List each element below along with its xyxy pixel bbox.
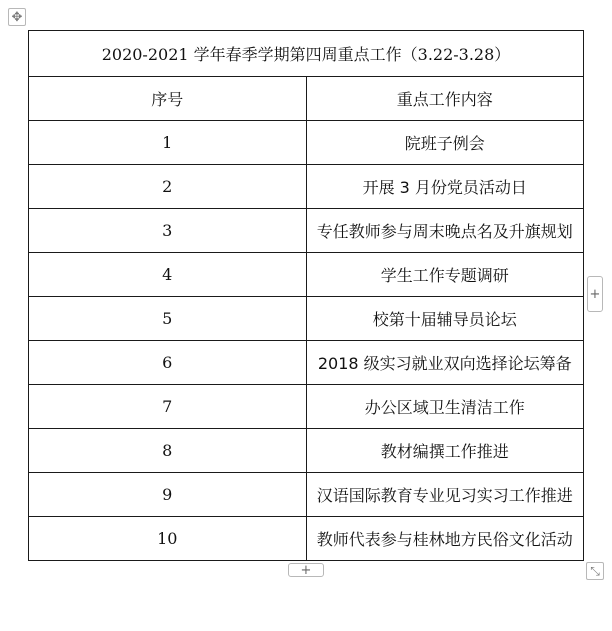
table-move-handle[interactable]	[8, 8, 26, 26]
row-content: 专任教师参与周末晚点名及升旗规划	[306, 209, 584, 253]
row-number: 10	[29, 517, 307, 561]
row-number: 1	[29, 121, 307, 165]
table-row	[29, 385, 584, 429]
table-row	[29, 209, 584, 253]
row-number: 5	[29, 297, 307, 341]
row-number: 3	[29, 209, 307, 253]
row-content: 校第十届辅导员论坛	[306, 297, 584, 341]
add-column-button[interactable]	[587, 276, 603, 312]
row-content: 学生工作专题调研	[306, 253, 584, 297]
table-title: 2020-2021 学年春季学期第四周重点工作（3.22-3.28）	[29, 31, 584, 77]
row-number: 2	[29, 165, 307, 209]
table-row	[29, 165, 584, 209]
header-content: 重点工作内容	[306, 77, 584, 121]
row-content: 2018 级实习就业双向选择论坛筹备	[306, 341, 584, 385]
row-content: 办公区域卫生清洁工作	[306, 385, 584, 429]
work-plan-table	[28, 30, 584, 561]
row-content: 院班子例会	[306, 121, 584, 165]
row-number: 4	[29, 253, 307, 297]
plus-icon: +	[589, 286, 601, 302]
resize-diagonal-icon: ⤡	[590, 564, 600, 578]
plus-icon: +	[300, 562, 312, 578]
table-header-row	[29, 77, 584, 121]
table-row	[29, 517, 584, 561]
row-content: 开展 3 月份党员活动日	[306, 165, 584, 209]
move-arrows-icon: ✥	[11, 9, 23, 25]
header-number: 序号	[29, 77, 307, 121]
table-row	[29, 253, 584, 297]
table-row	[29, 341, 584, 385]
table-row	[29, 297, 584, 341]
table-title-row	[29, 31, 584, 77]
row-content: 教材编撰工作推进	[306, 429, 584, 473]
add-row-button[interactable]	[288, 563, 324, 577]
table-row	[29, 121, 584, 165]
row-content: 汉语国际教育专业见习实习工作推进	[306, 473, 584, 517]
row-number: 8	[29, 429, 307, 473]
row-number: 7	[29, 385, 307, 429]
table-row	[29, 473, 584, 517]
table-row	[29, 429, 584, 473]
row-number: 9	[29, 473, 307, 517]
row-number: 6	[29, 341, 307, 385]
row-content: 教师代表参与桂林地方民俗文化活动	[306, 517, 584, 561]
table-resize-handle[interactable]	[586, 562, 604, 580]
